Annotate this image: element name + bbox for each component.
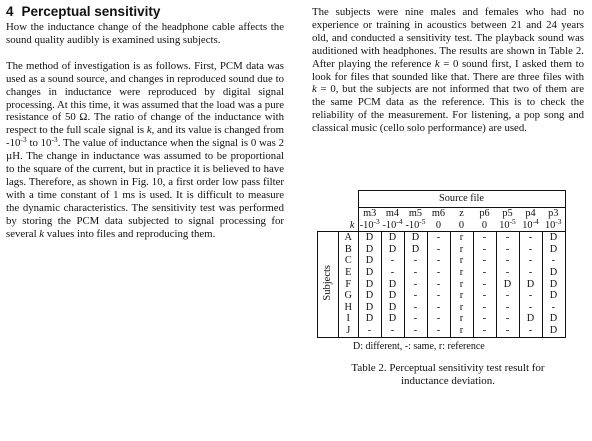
table-cell: - — [427, 267, 450, 279]
table-cell: - — [427, 325, 450, 337]
k-value: $-10^{-5}$ — [405, 216, 426, 231]
subject-row-label: H — [339, 302, 359, 314]
table-cell: - — [496, 290, 519, 302]
table-cell: D — [381, 279, 404, 291]
table-cell: - — [404, 267, 427, 279]
column-header: p6 — [473, 208, 496, 220]
table-cell: D — [542, 290, 565, 302]
right-column — [312, 0, 584, 387]
subject-row-label: F — [339, 279, 359, 291]
table-cell: - — [404, 313, 427, 325]
subject-row-label: A — [339, 232, 359, 244]
section-title: Perceptual sensitivity — [21, 4, 161, 19]
table-cell: D — [358, 255, 381, 267]
table-cell: r — [450, 232, 473, 244]
table-cell: D — [404, 232, 427, 244]
table-cell: - — [496, 255, 519, 267]
table-cell: - — [542, 255, 565, 267]
table-cell: - — [519, 267, 542, 279]
section-heading — [6, 4, 284, 20]
column-header: m3 — [358, 208, 381, 220]
table-cell: r — [450, 255, 473, 267]
table-cell: D — [381, 244, 404, 256]
subjects-paragraph: The subjects were nine males and females who had no experience or training in acoustics between 21 and 24 years old, and conducted a sensitivity test. The playback sound was auditioned with headphones. The results are shown in Table 2. After playing the reference k = 0 sound first, I asked them to look for files that sounded like that. There are three files with k = 0, but the subjects are not informed that two of them are the same PCM data as the reference. This is to check the reliability of the measurement. For listening, a pop song and classical music (cello solo performance) are used. — [312, 6, 584, 135]
table-cell: - — [427, 255, 450, 267]
results-table — [317, 190, 566, 338]
table-cell: - — [496, 302, 519, 314]
subject-row-label: E — [339, 267, 359, 279]
table-cell: r — [450, 267, 473, 279]
blank-cell — [318, 208, 339, 220]
table-cell: D — [542, 267, 565, 279]
table-cell: - — [473, 255, 496, 267]
table-cell: - — [519, 302, 542, 314]
table-cell: D — [542, 279, 565, 291]
table-cell: D — [542, 325, 565, 337]
table-cell: - — [427, 232, 450, 244]
table-cell: r — [450, 290, 473, 302]
k-value: $10^{-5}$ — [496, 220, 519, 232]
table-cell: - — [404, 279, 427, 291]
subjects-label: Subjects — [322, 264, 334, 301]
table-cell: - — [381, 267, 404, 279]
left-column — [6, 0, 284, 241]
k-value: 0 — [427, 220, 450, 232]
table-cell: D — [358, 232, 381, 244]
blank-cell — [318, 220, 339, 232]
k-value: $-10^{-3}$ — [359, 216, 380, 231]
table-cell: D — [381, 302, 404, 314]
subject-row-label: G — [339, 290, 359, 302]
column-header: p5 — [496, 208, 519, 220]
table-cell: - — [473, 325, 496, 337]
table-cell: - — [427, 290, 450, 302]
table-cell: - — [381, 255, 404, 267]
table-cell: D — [542, 244, 565, 256]
table-cell: - — [473, 267, 496, 279]
table-cell: D — [358, 290, 381, 302]
table-cell: - — [473, 313, 496, 325]
table-cell: - — [427, 244, 450, 256]
subject-row-label: I — [339, 313, 359, 325]
table-cell: - — [542, 302, 565, 314]
table-cell: - — [496, 244, 519, 256]
table-cell: - — [473, 232, 496, 244]
table-cell: - — [404, 302, 427, 314]
blank-cell — [339, 208, 359, 220]
table-cell: D — [542, 313, 565, 325]
table-cell: D — [496, 279, 519, 291]
table-cell: - — [496, 313, 519, 325]
column-header: m5 — [404, 208, 427, 220]
table-cell: - — [473, 302, 496, 314]
table-cell: - — [404, 290, 427, 302]
table-cell: D — [358, 244, 381, 256]
table-cell: r — [450, 325, 473, 337]
table-cell: D — [381, 313, 404, 325]
column-header: p4 — [519, 208, 542, 220]
blank-cell — [318, 191, 339, 208]
table-cell: D — [358, 302, 381, 314]
table-cell: - — [519, 232, 542, 244]
k-value: 0 — [473, 220, 496, 232]
k-value: 0 — [450, 220, 473, 232]
k-value: $10^{-3}$ — [542, 220, 565, 232]
table-caption: Table 2. Perceptual sensitivity test result for inductance deviation. — [351, 361, 545, 387]
section-number: 4 — [6, 4, 14, 19]
table-cell: - — [427, 279, 450, 291]
column-header: m6 — [427, 208, 450, 220]
table-cell: - — [427, 313, 450, 325]
table-cell: D — [519, 279, 542, 291]
table-cell: - — [381, 325, 404, 337]
table-cell: - — [519, 325, 542, 337]
table-cell: D — [381, 290, 404, 302]
column-header: m4 — [381, 208, 404, 220]
table-legend: D: different, -: same, r: reference — [353, 340, 485, 352]
table-cell: D — [404, 244, 427, 256]
table-cell: - — [404, 325, 427, 337]
column-header: z — [450, 208, 473, 220]
subject-row-label: C — [339, 255, 359, 267]
table-cell: r — [450, 244, 473, 256]
subject-row-label: B — [339, 244, 359, 256]
method-paragraph: The method of investigation is as follows. First, PCM data was used as a sound source, and changes in reproduced sound due to changes in inductance were reproduced by digital signal processing. At this time, it was assumed that the load was a pure resistance of 50 Ω. The ratio of change of the inductance with respect to the full scale signal is k, and its value is changed from $-10^{-3}$ to $10^{-3}$. The value of inductance when the signal is 0 was 2 µH. The change in inductance was assumed to be proportional to the square of the current, but in practice it is believed to have lags. Therefore, as shown in Fig. 10, a first order low pass filter with a time constant of 1 ms is used. It is difficult to measure the dynamic characteristics. The sensitivity test was performed by storing the PCM data subjected to signal processing for several k values into files and reproducing them. — [6, 59, 284, 240]
table-cell: r — [450, 279, 473, 291]
k-value: $10^{-4}$ — [519, 220, 542, 232]
table-cell: r — [450, 313, 473, 325]
table-cell: D — [358, 267, 381, 279]
k-value: $-10^{-4}$ — [382, 216, 403, 231]
table-cell: - — [473, 244, 496, 256]
subjects-axis-label — [318, 232, 339, 337]
table-cell: - — [358, 325, 381, 337]
blank-cell — [339, 191, 359, 208]
table-cell: D — [358, 313, 381, 325]
source-file-header: Source file — [358, 191, 565, 208]
intro-paragraph: How the inductance change of the headphone cable affects the sound quality audibly is examined using subjects. — [6, 21, 284, 46]
table-cell: r — [450, 302, 473, 314]
column-header: p3 — [542, 208, 565, 220]
k-label: k — [349, 219, 355, 231]
table-cell: - — [519, 290, 542, 302]
table-cell: D — [519, 313, 542, 325]
table-cell: - — [519, 244, 542, 256]
table-cell: - — [473, 279, 496, 291]
table-cell: - — [427, 302, 450, 314]
table-cell: - — [404, 255, 427, 267]
subject-row-label: J — [339, 325, 359, 337]
table-cell: - — [473, 290, 496, 302]
table-cell: - — [496, 325, 519, 337]
table-cell: D — [542, 232, 565, 244]
table-cell: D — [358, 279, 381, 291]
table-cell: - — [519, 255, 542, 267]
table-cell: D — [381, 232, 404, 244]
table-cell: - — [496, 232, 519, 244]
table-cell: - — [496, 267, 519, 279]
results-table-figure — [317, 190, 579, 388]
